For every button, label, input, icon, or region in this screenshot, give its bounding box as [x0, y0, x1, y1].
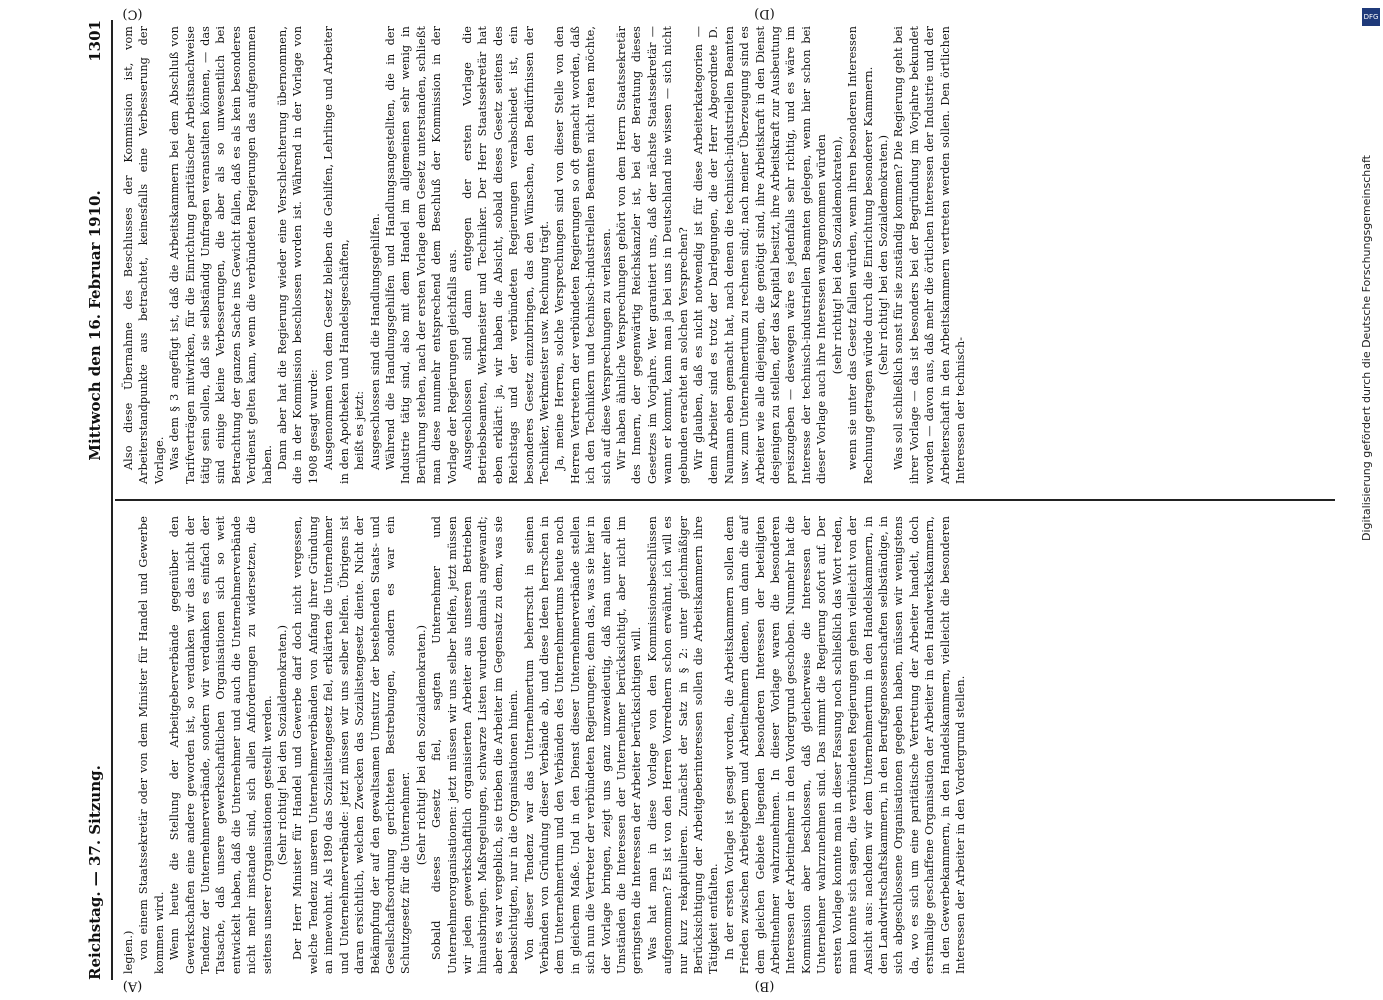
dfg-funding-note: Digitalisierung gefördert durch die Deutsche Forschungsgemeinschaft	[1360, 155, 1373, 541]
column-divider	[115, 499, 1335, 501]
header-rule	[111, 20, 113, 980]
header-left: Reichstag. — 37. Sitzung.	[86, 765, 104, 980]
paragraph: (Sehr richtig! bei den Sozialdemokraten.)	[414, 624, 428, 866]
margin-marker-c: (C)	[122, 6, 143, 22]
paragraph: Ausgeschlossen sind die Handlungsgehilfen.	[368, 213, 382, 470]
paragraph: Ausgenommen von dem Gesetz bleiben die Gehilfen, Lehrlinge und Arbeiter in den Apotheken und Handelsgeschäften,	[322, 26, 351, 484]
rotated-page-content	[57, 0, 1357, 1000]
right-text-column	[121, 26, 1321, 484]
margin-marker-a: (A)	[122, 978, 143, 994]
paragraph: wenn sie unter das Gesetz fallen würden, wenn ihren besonderen Interessen Rechnung getragen würde durch die Einrichtung besonderer Kammern.	[846, 26, 875, 484]
paragraph: In der ersten Vorlage ist gesagt worden, die Arbeitskammern sollen dem Frieden zwischen Arbeitgebern und Arbeitnehmern dienen, um dann die auf dem gleichen Gebiete liegenden besonderen Interessen der beteiligten Arbeitnehmer wahrzunehmen. In dieser Vorlage waren die besonderen Interessen der Arbeitnehmer in den Vordergrund geschoben. Nunmehr hat die Kommission aber beschlossen, daß gleicherweise die Interessen der Unternehmer wahrzunehmen sind. Das nimmt die Regierung sofort auf. Der ersten Vorlage konnte man in dieser Fassung noch schließlich das Wort reden, man konnte sich sagen, die verbündeten Regierungen gehen vielleicht von der Ansicht aus: nachdem wir dem Unternehmertum in den Handelskammern, in den Landwirtschaftskammern, in den Berufsgenossenschaften selbständige, in sich abgeschlossene Organisationen gegeben haben, müssen wir wenigstens da, wo es sich um eine paritätische Vertretung der Arbeiter handelt, doch erstmalige geschaffene Organisation der Arbeiter in den Handwerkskammern, in den Gewerbekammern, in den Handelskammern, vielleicht die besonderen Interessen der Arbeiter in den Vordergrund stellen.	[722, 516, 967, 974]
paragraph: Dann aber hat die Regierung wieder eine Verschlechterung übernommen, die in der Kommission beschlossen worden ist. Während in der Vorlage von 1908 gesagt wurde:	[276, 26, 320, 484]
paragraph: Der Herr Minister für Handel und Gewerbe darf doch nicht vergessen, welche Tendenz unseren Unternehmerverbänden von Anfang ihrer Gründung an innewohnt. Als 1890 das Sozialistengesetz fiel, erklärten die Unternehmer und Unternehmerverbände: jetzt müssen wir uns selber helfen. Übrigens ist daran ersichtlich, welchen Zwecken das Sozialistengesetz diente. Nicht der Bekämpfung der auf den gewaltsamen Umsturz der bestehenden Staats- und Gesellschaftsordnung gerichteten Bestrebungen, sondern es war ein Schutzgesetz für die Unternehmer.	[291, 516, 413, 974]
left-text-column	[121, 516, 1321, 974]
paragraph: Sobald dieses Gesetz fiel, sagten Unternehmer und Unternehmerorganisationen: jetzt müssen wir uns selber helfen, jetzt müssen wir jeden gewerkschaftlich organisierten Arbeiter aus unseren Betrieben hinausbringen. Maßregelungen, schwarze Listen wurden damals angewandt; aber es war vergeblich, sie trieben die Arbeiter im Gegensatz zu dem, was sie beabsichtigten, nur in die Organisationen hinein.	[430, 516, 521, 974]
paragraph: (Sehr richtig! bei den Sozialdemokraten.)	[876, 134, 890, 376]
paragraph: Während die Handlungsgehilfen und Handlungsangestellten, die in der Industrie tätig sind, also mit dem Handel im allgemeinen sehr wenig in Berührung stehen, nach der ersten Vorlage dem Gesetz unterstanden, schließt man diese nunmehr entsprechend dem Beschluß der Kommission in der Vorlage der Regierungen gleichfalls aus.	[383, 26, 459, 484]
running-header	[83, 20, 107, 980]
margin-marker-d: (D)	[754, 6, 775, 22]
paragraph: heißt es jetzt:	[353, 390, 367, 470]
paragraph: von einem Staatssekretär oder von dem Minister für Handel und Gewerbe kommen wird.	[137, 516, 166, 974]
page-number: 1301	[86, 20, 104, 62]
paragraph: Ja, meine Herren, solche Versprechungen sind von dieser Stelle von den Herren Vertretern der verbündeten Regierungen so oft gemacht worden, daß ich den Technikern und technisch-industriellen Beamten nicht raten möchte, sich auf diese Versprechungen zu verlassen.	[553, 26, 613, 484]
paragraph: Wenn heute die Stellung der Arbeitgeberverbände gegenüber den Gewerkschaften eine andere geworden ist, so verdanken wir das nicht der Tendenz der Unternehmerverbände, sondern wir verdanken es einfach der Tatsache, daß unsere gewerkschaftlichen Organisationen sich so weit entwickelt haben, daß die Unternehmer und auch die Unternehmerverbände nicht mehr imstande sind, sich allen Anforderungen zu widersetzen, die seitens unserer Organisationen gestellt werden.	[168, 516, 274, 974]
paragraph: Was hat man in diese Vorlage von den Kommissionsbeschlüssen aufgenommen? Es ist von den Herren Vorrednern schon erwähnt, ich will es nur kurz rekapitulieren. Zunächst der Satz in § 2: unter gleichmäßiger Berücksichtigung der Arbeitgeberinteressen sollen die Arbeitskammern ihre Tätigkeit entfalten.	[645, 516, 721, 974]
paragraph: Von dieser Tendenz war das Unternehmertum beherrscht in seinen Verbänden von Gründung dieser Verbände ab, und diese Ideen herrschen in dem Unternehmertum und den Verbänden des Unternehmertums heute noch in gleichem Maße. Und in den Dienst dieser Unternehmerverbände stellen sich nun die Vertreter der verbündeten Regierungen; denn das, was sie hier in der Vorlage bringen, zeigt uns ganz unzweideutig, daß man unter allen Umständen die Interessen der Unternehmer berücksichtigt, aber nicht im geringsten die Interessen der Arbeiter berücksichtigen will.	[522, 516, 644, 974]
paragraph: Was soll schließlich sonst für sie zuständig kommen? Die Regierung geht bei ihrer Vorlage — das ist besonders bei der Begründung im Vorjahre bekundet worden — davon aus, daß mehr die örtlichen Interessen der Industrie und der Arbeiterschaft in den Arbeitskammern vertreten werden sollen. Den örtlichen Interessen der technisch-	[892, 26, 967, 484]
paragraph: (sehr richtig! bei den Sozialdemokraten),	[830, 135, 844, 375]
scanned-page	[57, 0, 1357, 1000]
margin-marker-b: (B)	[754, 978, 775, 994]
dfg-logo: DFG	[1362, 8, 1380, 26]
dfg-stamp	[1360, 8, 1382, 648]
paragraph: Was dem § 3 angefügt ist, daß die Arbeitskammern bei dem Abschluß von Tarifverträgen mitwirken, für die Einrichtung paritätischer Arbeitsnachweise tätig sein sollen, daß sie selbständig Umfragen veranstalten können, — das sind einige kleine Verbesserungen, die aber als so unwesentlich bei Betrachtung der ganzen Sache ins Gewicht fallen, daß es als kein besonderes Verdienst gelten kann, wenn die verbündeten Regierungen das aufgenommen haben.	[168, 26, 274, 484]
paragraph: (Sehr richtig! bei den Sozialdemokraten.)	[276, 624, 290, 866]
paragraph: Ausgeschlossen sind dann entgegen der ersten Vorlage die Betriebsbeamten, Werkmeister und Techniker. Der Herr Staatssekretär hat eben erklärt: ja, wir haben die Absicht, sobald dieses Gesetz seitens des Reichstags und der verbündeten Regierungen verabschiedet ist, ein besonderes Gesetz einzubringen, das den Wünschen, den Bedürfnissen der Techniker, Werkmeister usw. Rechnung trägt.	[460, 26, 551, 484]
paragraph: Wir glauben, daß es nicht notwendig ist für diese Arbeiterkategorien — denn Arbeiter sind es trotz der Darlegungen, die der Herr Abgeordnete D. Naumann eben gemacht hat, nach denen die technisch-industriellen Beamten usw. zum Unternehmertum zu rechnen sind; nach meiner Überzeugung sind es Arbeiter wie alle diejenigen, die genötigt sind, ihre Arbeitskraft in den Dienst desjenigen zu stellen, der das Kapital besitzt, ihre Arbeitskraft zur Ausbeutung preiszugeben — deswegen wäre es jedenfalls sehr richtig, und es wäre im Interesse der technisch-industriellen Beamten gelegen, wenn hier schon bei dieser Vorlage auch ihre Interessen wahrgenommen würden	[692, 26, 829, 484]
paragraph: Also diese Übernahme des Beschlusses der Kommission ist, vom Arbeiterstandpunkte aus betrachtet, keinesfalls eine Verbesserung der Vorlage.	[122, 26, 166, 484]
header-date: Mittwoch den 16. Februar 1910.	[86, 190, 104, 461]
paragraph: legien.)	[122, 930, 135, 974]
paragraph: Wir haben ähnliche Versprechungen gehört von dem Herrn Staatssekretär des Innern, der gegenwärtig Reichskanzler ist, bei der Beratung dieses Gesetzes im Vorjahre. Wer garantiert uns, daß der nächste Staatssekretär — wann er kommt, kann man ja bei uns in Deutschland nie wissen — sich nicht gebunden erachtet an solchen Versprechen?	[615, 26, 690, 484]
